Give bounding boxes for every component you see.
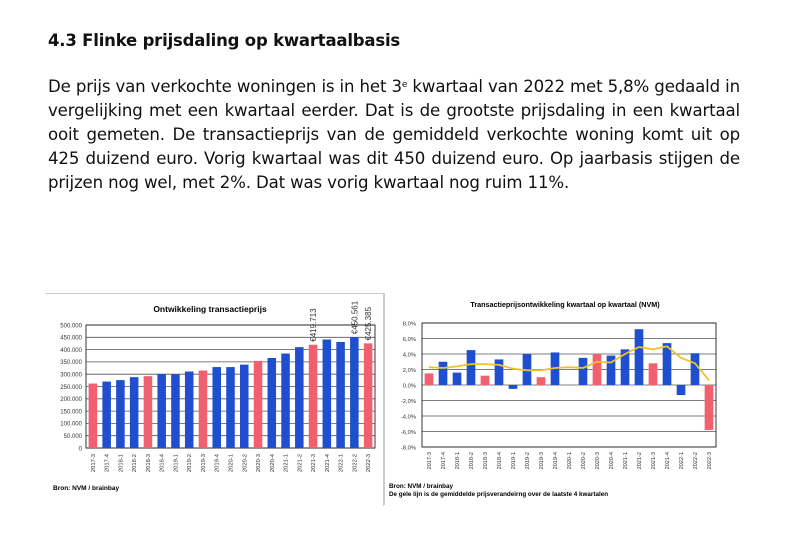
x-tick-label: 2020-4: [609, 452, 615, 470]
price-development-chart: [45, 294, 383, 506]
y-tick-label: -8,0%: [400, 445, 416, 452]
x-tick-label: 2018-4: [159, 454, 166, 473]
bar-2019-1: [509, 385, 518, 389]
x-tick-label: 2021-3: [311, 454, 318, 473]
bar-2018-4: [157, 374, 166, 448]
x-tick-label: 2020-2: [581, 452, 587, 470]
x-tick-label: 2018-2: [469, 452, 475, 470]
y-tick-label: 300.000: [60, 372, 82, 379]
bar-2020-3: [593, 354, 602, 385]
bar-2018-2: [130, 377, 139, 448]
x-tick-label: 2020-3: [256, 454, 263, 473]
y-tick-label: 6,0%: [402, 336, 416, 343]
x-tick-label: 2022-3: [707, 452, 713, 470]
x-tick-label: 2020-1: [567, 452, 573, 470]
x-tick-label: 2022-2: [352, 454, 359, 473]
y-tick-label: 400.000: [60, 347, 82, 354]
bar-2022-1: [677, 385, 686, 395]
x-tick-label: 2019-2: [187, 454, 194, 473]
superscript-e: e: [401, 80, 408, 90]
section-heading: 4.3 Flinke prijsdaling op kwartaalbasis: [48, 31, 401, 50]
bar-2021-3: [309, 345, 318, 448]
y-tick-label: 0: [78, 446, 82, 453]
x-tick-label: 2021-1: [623, 452, 629, 470]
bar-2020-2: [579, 358, 588, 385]
qoq-chart-frame: [383, 293, 735, 505]
x-tick-label: 2018-3: [145, 454, 152, 473]
x-tick-label: 2020-4: [269, 454, 276, 473]
y-tick-label: 50.000: [63, 434, 82, 440]
bar-2017-4: [439, 362, 448, 385]
x-tick-label: 2018-3: [483, 452, 489, 470]
x-tick-label: 2021-1: [283, 454, 290, 473]
y-tick-label: 500.000: [60, 323, 82, 330]
bar-2018-1: [116, 380, 125, 448]
x-tick-label: 2022-2: [693, 452, 699, 470]
chart-title: Ontwikkeling transactieprijs: [153, 304, 267, 314]
bar-2019-4: [212, 367, 221, 448]
bar-2021-2: [635, 329, 644, 385]
bar-2017-3: [425, 373, 434, 385]
x-tick-label: 2019-2: [525, 452, 531, 470]
x-tick-label: 2020-3: [595, 452, 601, 470]
x-tick-label: 2022-1: [338, 454, 345, 473]
y-tick-label: 2,0%: [402, 367, 416, 374]
y-tick-label: 200.000: [60, 397, 82, 404]
bar-2018-3: [144, 376, 153, 448]
bar-2020-4: [268, 358, 277, 448]
x-tick-label: 2020-1: [228, 454, 235, 473]
data-label: €450.561: [350, 300, 360, 335]
x-tick-label: 2017-3: [427, 452, 433, 470]
x-tick-label: 2021-2: [297, 454, 304, 473]
y-tick-label: 100.000: [60, 421, 82, 428]
x-tick-label: 2019-1: [511, 452, 517, 470]
bar-2017-3: [89, 384, 98, 448]
bar-2022-2: [691, 353, 700, 385]
x-tick-label: 2022-3: [366, 454, 373, 473]
chart-source: Bron: NVM / brainbay: [53, 485, 120, 492]
body-paragraph: [48, 75, 740, 195]
x-tick-label: 2019-3: [200, 454, 207, 473]
y-tick-label: 8,0%: [402, 321, 416, 328]
y-tick-label: 4,0%: [402, 352, 416, 359]
x-tick-label: 2021-3: [651, 452, 657, 470]
x-tick-label: 2018-1: [455, 452, 461, 470]
x-tick-label: 2021-4: [324, 454, 331, 473]
bar-2022-3: [705, 385, 714, 430]
bar-2022-3: [364, 343, 373, 448]
bar-2020-2: [240, 365, 249, 448]
bar-2018-2: [467, 350, 476, 385]
bar-2020-3: [254, 361, 263, 448]
chart-title: Transactieprijsontwikkeling kwartaal op kwartaal (NVM): [470, 300, 660, 309]
x-tick-label: 2019-1: [173, 454, 180, 473]
x-tick-label: 2019-3: [539, 452, 545, 470]
x-tick-label: 2019-4: [553, 452, 559, 470]
x-tick-label: 2017-4: [104, 454, 111, 473]
y-tick-label: -6,0%: [400, 429, 416, 436]
bar-2021-3: [649, 363, 658, 385]
bar-2017-4: [102, 382, 111, 448]
y-tick-label: -4,0%: [400, 414, 416, 421]
y-tick-label: -2,0%: [400, 398, 416, 405]
quarterly-change-chart: [385, 293, 735, 505]
bar-2020-1: [226, 367, 235, 448]
bar-2018-3: [481, 376, 490, 385]
y-tick-label: 150.000: [60, 409, 82, 416]
x-tick-label: 2018-4: [497, 452, 503, 470]
x-tick-label: 2018-1: [118, 454, 125, 473]
x-tick-label: 2017-4: [441, 452, 447, 470]
bar-2022-1: [336, 342, 345, 448]
x-tick-label: 2017-3: [90, 454, 97, 473]
bar-2018-1: [453, 373, 462, 385]
x-tick-label: 2019-4: [214, 454, 221, 473]
bar-2021-4: [323, 340, 332, 448]
bar-2019-2: [185, 371, 194, 448]
data-label: €425.385: [364, 306, 374, 341]
bar-2019-3: [199, 371, 208, 448]
x-tick-label: 2021-4: [665, 452, 671, 470]
chart-note: De gele lijn is de gemiddelde prijsverandeirng over de laatste 4 kwartalen: [389, 491, 609, 498]
y-tick-label: 0,0%: [402, 383, 416, 390]
x-tick-label: 2022-1: [679, 452, 685, 470]
x-tick-label: 2018-2: [132, 454, 139, 473]
bar-2021-2: [295, 347, 304, 448]
x-tick-label: 2020-2: [242, 454, 249, 473]
bar-2019-3: [537, 377, 546, 385]
data-label: €419.713: [309, 308, 319, 342]
chart-source: Bron: NVM / brainbay: [389, 483, 454, 490]
bar-2018-4: [495, 359, 504, 385]
price-chart-frame: [45, 293, 384, 506]
y-tick-label: 350.000: [60, 360, 82, 367]
bar-2021-1: [281, 354, 290, 448]
bar-2019-1: [171, 374, 180, 448]
x-tick-label: 2021-2: [637, 452, 643, 470]
paragraph-text-start: De prijs van verkochte woningen is in het 3: [48, 77, 402, 96]
y-tick-label: 250.000: [60, 384, 82, 391]
bar-2022-2: [350, 337, 359, 448]
y-tick-label: 450.000: [60, 335, 82, 342]
paragraph-text-end: kwartaal van 2022 met 5,8% gedaald in vergelijking met een kwartaal eerder. Dat is de grootste prijsdaling in een kwartaal ooit gemeten. De transactieprijs van de gemiddeld verkochte woning komt uit op 425 duizend euro. Vorig kwartaal was dit 450 duizend euro. Op jaarbasis stijgen de prijzen nog wel, met 2%. Dat was vorig kwartaal nog ruim 11%.: [48, 77, 740, 192]
